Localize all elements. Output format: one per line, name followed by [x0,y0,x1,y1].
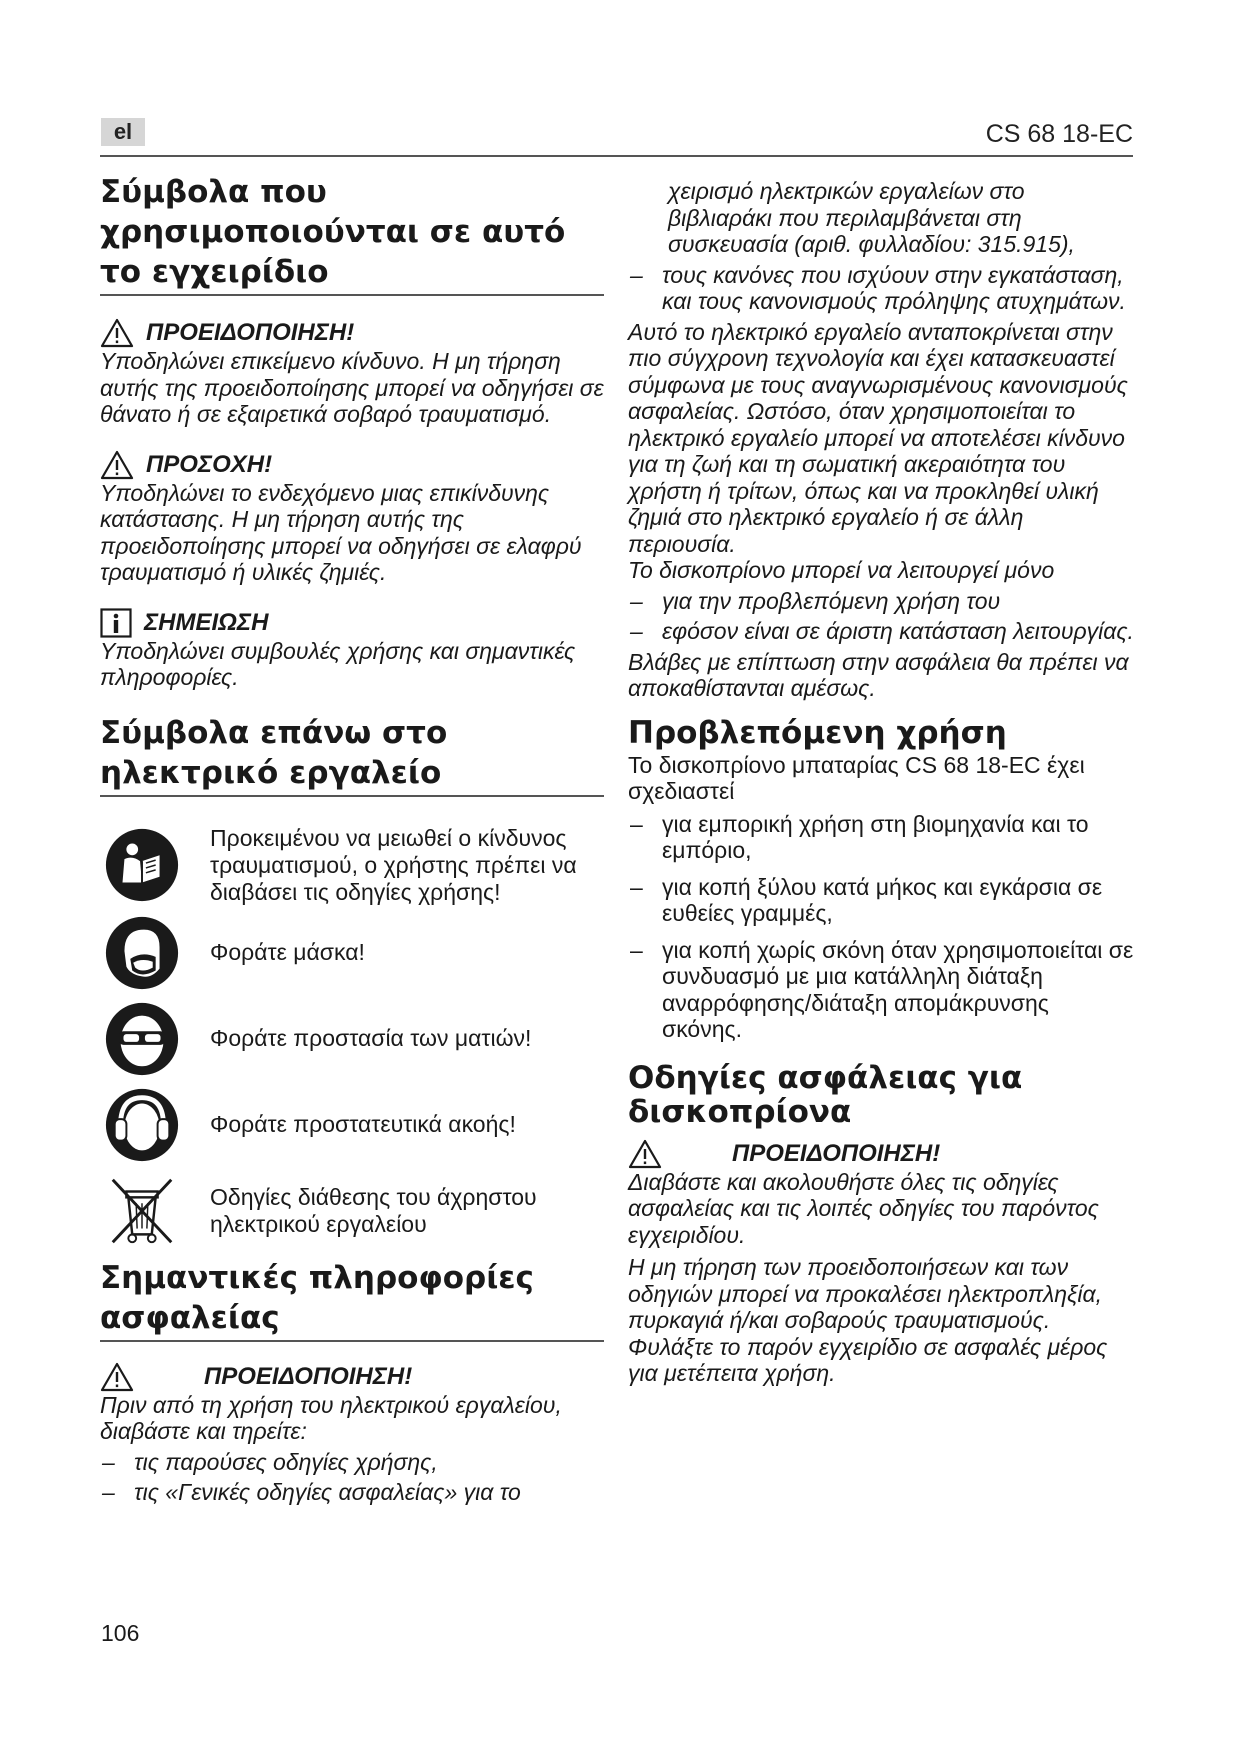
caution-text: Υποδηλώνει το ενδεχόμενο μιας επικίνδυνης κατάστασης. Η μη τήρηση αυτής της προειδοποίησης μπορεί να οδηγήσει σε ελαφρύ τραυματισμό ή υλικές ζημιές. [100,479,582,585]
symbols-heading: Σύμβολα που χρησιμοποιούνται σε αυτό το εγχειρίδιο [100,172,604,296]
safety-list [100,1449,604,1506]
note-heading [100,608,604,638]
caution-heading [100,450,604,480]
tool-symbol-text: Οδηγίες διάθεσης του άχρηστου ηλεκτρικού εργαλείου [210,1183,537,1237]
list-item: – τις «Γενικές οδηγίες ασφαλείας» για το [100,1479,604,1506]
tool-symbols-heading: Σύμβολα επάνω στο ηλεκτρικό εργαλείο [100,713,604,797]
list-item: – εφόσον είναι σε άριστη κατάσταση λειτουργίας. [628,618,1134,645]
right-column [628,178,1134,1387]
safety-warning-heading [100,1362,604,1392]
list-item: – τους κανόνες που ισχύουν στην εγκατάσταση, και τους κανονισμούς πρόληψης ατυχημάτων. [628,262,1134,315]
tool-symbol-row [100,1172,604,1250]
tool-symbol-text: Φοράτε προστατευτικά ακοής! [210,1111,516,1137]
list-item: – για την προβλεπόμενη χρήση του [628,588,1134,615]
model-name: CS 68 18-EC [985,120,1133,148]
note-label: ΣΗΜΕΙΩΣΗ [144,608,269,636]
tool-symbol-text: Φοράτε προστασία των ματιών! [210,1025,532,1051]
damage-paragraph: Βλάβες με επίπτωση στην ασφάλεια θα πρέπει να αποκαθίστανται αμέσως. [628,648,1129,701]
read-manual-icon [102,826,182,904]
tool-symbol-text: Φοράτε μάσκα! [210,939,365,965]
info-box-icon [100,608,132,638]
left-column [100,172,604,1510]
warning-text: Υποδηλώνει επικείμενο κίνδυνο. Η μη τήρηση αυτής της προειδοποίησης μπορεί να οδηγήσει σε θάνατο ή σε εξαιρετικά σοβαρό τραυματισμό. [100,348,604,427]
rules-list [628,262,1134,315]
technology-paragraph: Αυτό το ηλεκτρικό εργαλείο ανταποκρίνεται στην πιο σύγχρονη τεχνολογία και έχει κατασκευαστεί σύμφωνα με τους αναγνωρισμένους κανονισμούς ασφαλείας. Ωστόσο, όταν χρησιμοποιείται το ηλεκτρικό εργαλείο μπορεί να αποτελέσει κίνδυνο για τη ζωή και τη σωματική ακεραιότητα του χρήστη ή τρίτων, όπως και να προκληθεί υλική ζημιά στο ηλεκτρικό εργαλείο ή σε άλλη περιουσία. [628,318,1128,557]
list-item: – τις παρούσες οδηγίες χρήσης, [100,1449,604,1476]
caution-label: ΠΡΟΣΟΧΗ! [146,450,273,478]
saw-warning-heading [628,1139,1134,1169]
safety-heading: Σημαντικές πληροφορίες ασφαλείας [100,1258,604,1342]
list-item: – για κοπή ξύλου κατά μήκος και εγκάρσια σε ευθείες γραμμές, [628,874,1134,927]
mask-icon [102,914,182,992]
header-divider [100,155,1133,157]
saw-warning-label: ΠΡΟΕΙΔΟΠΟΙΗΣΗ! [732,1139,941,1167]
intended-use-intro: Το δισκοπρίονο μπαταρίας CS 68 18-EC έχει σχεδιαστεί [628,751,1085,804]
tool-symbol-row [100,1086,604,1164]
intended-use-list [628,811,1134,1043]
tool-symbols-list [100,825,604,1250]
warning-triangle-icon [628,1139,662,1169]
page-number: 106 [101,1620,140,1646]
warning-heading [100,318,604,348]
tool-symbol-row [100,914,604,992]
warning-label: ΠΡΟΕΙΔΟΠΟΙΗΣΗ! [146,319,355,346]
list-item: – για κοπή χωρίς σκόνη όταν χρησιμοποιείται σε συνδυασμό με μια κατάλληλη διάταξη αναρρόφησης/διάταξη απομάκρυνσης σκόνης. [628,937,1134,1043]
usage-condition-text: Το δισκοπρίονο μπορεί να λειτουργεί μόνο [628,557,1055,583]
crossed-bin-icon [102,1172,182,1250]
warning-triangle-icon [100,1362,134,1392]
safety-warning-label: ΠΡΟΕΙΔΟΠΟΙΗΣΗ! [204,1362,413,1390]
intended-use-heading: Προβλεπόμενη χρήση [628,714,1007,751]
saw-paragraph-1: Διαβάστε και ακολουθήστε όλες τις οδηγίες ασφαλείας και τις λοιπές οδηγίες του παρόντος εγχειριδίου. [628,1168,1099,1248]
usage-condition-list [628,588,1134,645]
tool-symbol-row [100,825,604,906]
warning-triangle-icon [100,450,134,480]
eye-protection-icon [102,1000,182,1078]
ear-protection-icon [102,1086,182,1164]
safety-intro: Πριν από τη χρήση του ηλεκτρικού εργαλείου, διαβάστε και τηρείτε: [100,1391,562,1444]
note-text: Υποδηλώνει συμβουλές χρήσης και σημαντικές πληροφορίες. [100,637,576,690]
tool-symbol-row [100,1000,604,1078]
warning-triangle-icon [100,318,134,348]
language-tag: el [101,118,145,146]
tool-symbol-text: Προκειμένου να μειωθεί ο κίνδυνος τραυματισμού, ο χρήστης πρέπει να διαβάσει τις οδηγίες χρήσης! [210,824,577,905]
saw-safety-heading: Οδηγίες ασφάλειας για δισκοπρίονα [628,1059,1023,1130]
saw-paragraph-2: Η μη τήρηση των προειδοποιήσεων και των οδηγιών μπορεί να προκαλέσει ηλεκτροπληξία, πυρκαγιά ή/και σοβαρούς τραυματισμούς. Φυλάξτε το παρόν εγχειρίδιο σε ασφαλές μέρος για μετέπειτα χρήση. [628,1254,1108,1386]
continuation-text: χειρισμό ηλεκτρικών εργαλείων στο βιβλιαράκι που περιλαμβάνεται στη συσκευασία (αριθ. φυλλαδίου: 315.915), [668,178,1075,257]
list-item: – για εμπορική χρήση στη βιομηχανία και το εμπόριο, [628,811,1134,864]
